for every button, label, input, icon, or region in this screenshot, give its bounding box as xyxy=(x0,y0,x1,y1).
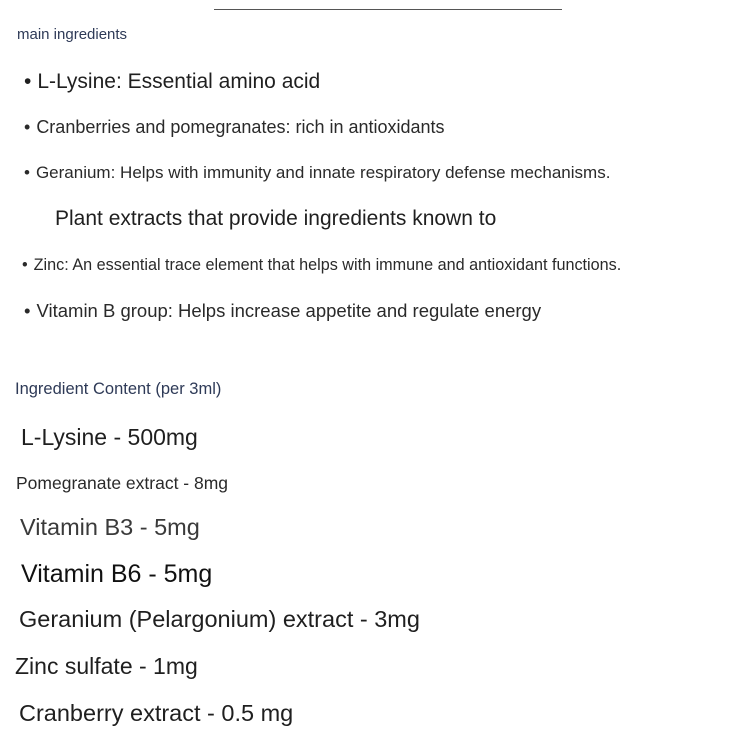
top-divider xyxy=(214,9,562,10)
ingredient-content-heading: Ingredient Content (per 3ml) xyxy=(15,380,222,398)
ingredient-bullet-geranium xyxy=(24,164,610,181)
ingredient-bullet-zinc xyxy=(22,257,621,273)
content-item-vitamin-b3: Vitamin B3 - 5mg xyxy=(20,514,200,540)
bullet-text: Geranium: Helps with immunity and innate respiratory defense mechanisms. xyxy=(35,163,611,182)
main-ingredients-heading: main ingredients xyxy=(17,26,128,43)
ingredient-bullet-vitamin-b xyxy=(24,302,541,321)
content-item-zinc-sulfate: Zinc sulfate - 1mg xyxy=(15,653,198,679)
bullet-text: Vitamin B group: Helps increase appetite and regulate energy xyxy=(36,300,542,321)
bullet-text: Cranberries and pomegranates: rich in antioxidants xyxy=(36,117,445,137)
bullet-text: Zinc: An essential trace element that helps with immune and antioxidant functions. xyxy=(33,256,622,274)
content-item-pomegranate: Pomegranate extract - 8mg xyxy=(16,473,229,493)
ingredient-bullet-geranium-continuation: Plant extracts that provide ingredients known to xyxy=(55,207,497,230)
content-item-vitamin-b6: Vitamin B6 - 5mg xyxy=(21,560,213,588)
ingredient-bullet-cranberries-pomegranates xyxy=(24,118,445,136)
content-item-lysine: L-Lysine - 500mg xyxy=(21,424,198,450)
ingredient-bullet-lysine xyxy=(24,71,320,92)
content-item-cranberry: Cranberry extract - 0.5 mg xyxy=(19,700,294,726)
bullet-text: L-Lysine: Essential amino acid xyxy=(37,70,321,93)
content-item-geranium: Geranium (Pelargonium) extract - 3mg xyxy=(19,606,420,632)
